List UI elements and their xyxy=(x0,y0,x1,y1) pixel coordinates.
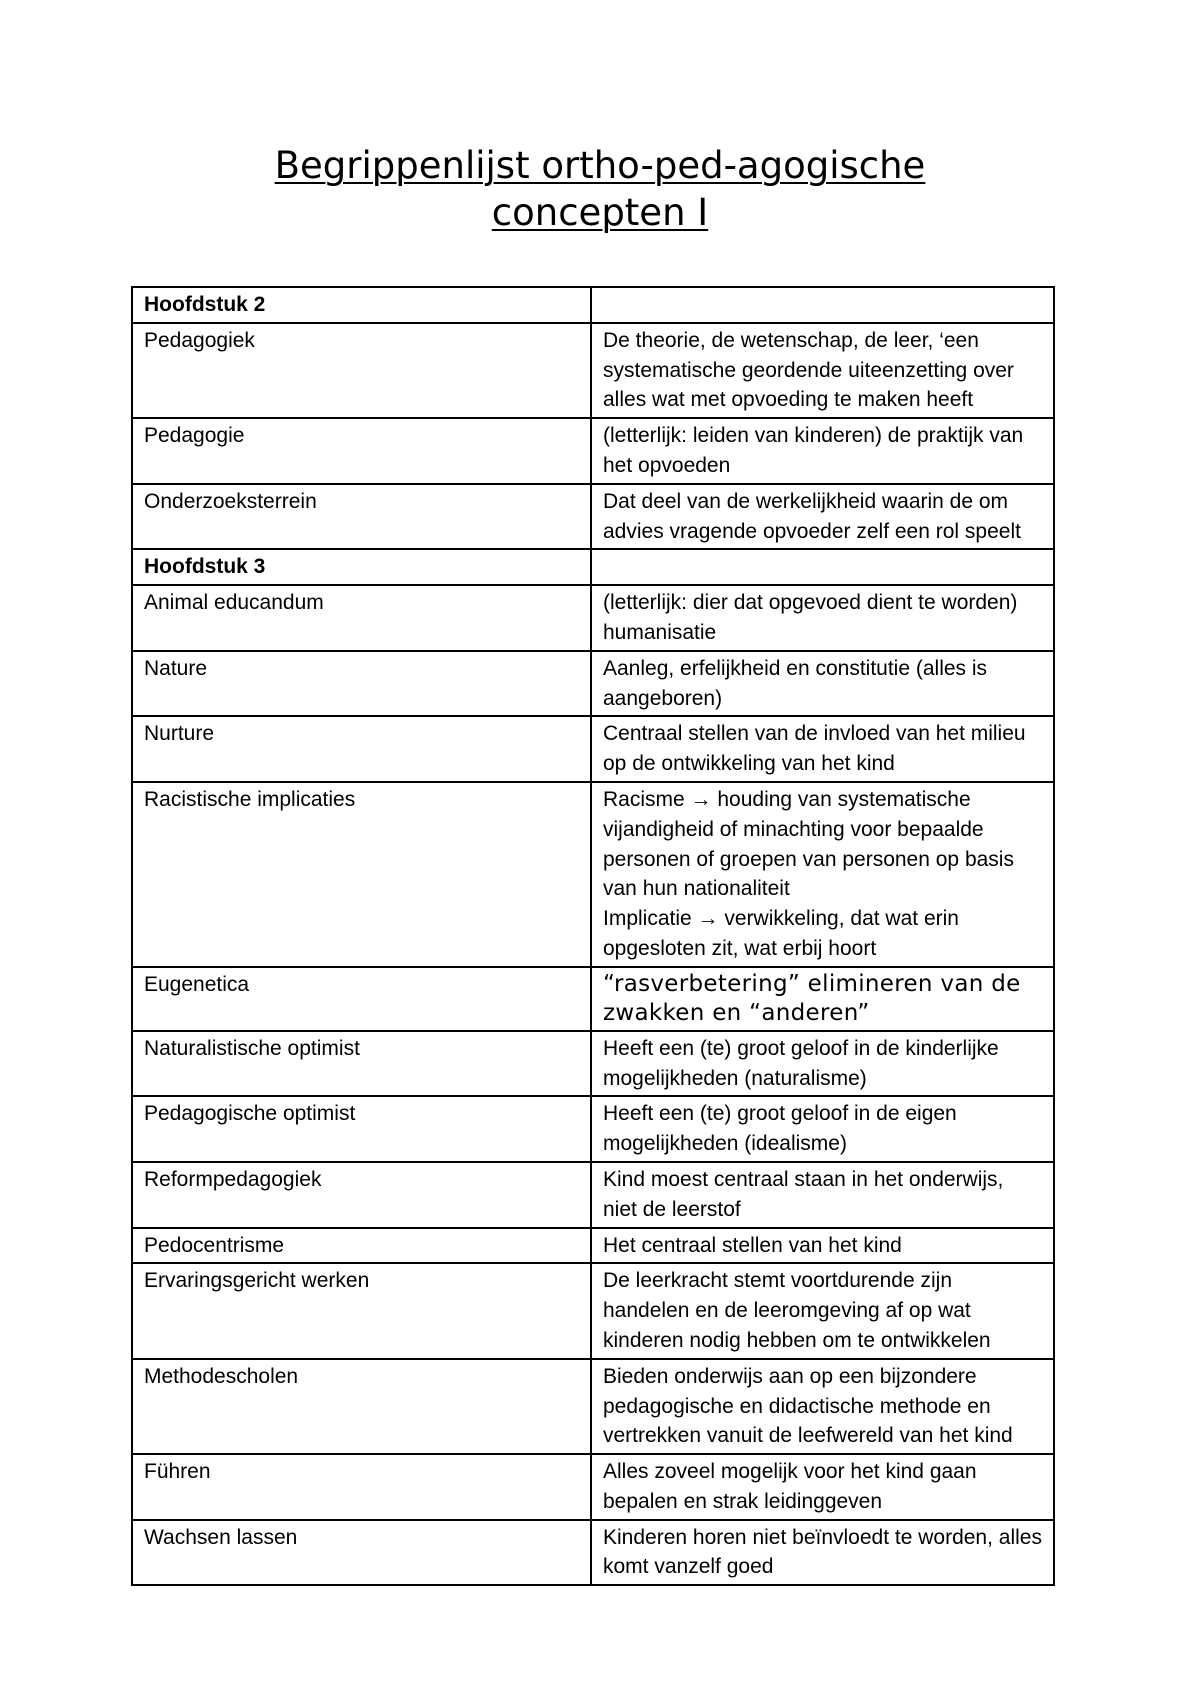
term-cell: Pedagogie xyxy=(132,418,591,484)
definition-cell: “rasverbetering” elimineren van de zwakken en “anderen” xyxy=(591,967,1054,1031)
term-cell: Animal educandum xyxy=(132,585,591,651)
definition-cell: De theorie, de wetenschap, de leer, ‘een systematische geordende uiteenzetting over alles wat met opvoeding te maken heeft xyxy=(591,323,1054,418)
term-cell: Onderzoeksterrein xyxy=(132,484,591,550)
term-cell: Pedagogiek xyxy=(132,323,591,418)
glossary-table-container xyxy=(131,286,1053,1586)
table-row xyxy=(132,651,1054,717)
table-row xyxy=(132,967,1054,1031)
table-row xyxy=(132,1031,1054,1097)
table-row xyxy=(132,1520,1054,1586)
term-cell: Nurture xyxy=(132,716,591,782)
definition-cell: De leerkracht stemt voortdurende zijn handelen en de leeromgeving af op wat kinderen nodig hebben om te ontwikkelen xyxy=(591,1263,1054,1358)
definition-implicatie: Implicatie → verwikkeling, dat wat erin opgesloten zit, wat erbij hoort xyxy=(603,907,959,960)
empty-cell xyxy=(591,549,1054,585)
empty-cell xyxy=(591,287,1054,323)
definition-cell: Alles zoveel mogelijk voor het kind gaan bepalen en strak leidinggeven xyxy=(591,1454,1054,1520)
page-title xyxy=(0,142,1200,236)
table-row xyxy=(132,782,1054,967)
term-cell: Pedagogische optimist xyxy=(132,1096,591,1162)
term-cell: Racistische implicaties xyxy=(132,782,591,967)
definition-cell: Centraal stellen van de invloed van het milieu op de ontwikkeling van het kind xyxy=(591,716,1054,782)
table-row xyxy=(132,1162,1054,1228)
table-row xyxy=(132,1263,1054,1358)
table-row xyxy=(132,323,1054,418)
chapter-heading-cell: Hoofdstuk 2 xyxy=(132,287,591,323)
definition-cell: Kind moest centraal staan in het onderwijs, niet de leerstof xyxy=(591,1162,1054,1228)
term-cell: Reformpedagogiek xyxy=(132,1162,591,1228)
term-cell: Pedocentrisme xyxy=(132,1228,591,1264)
table-row xyxy=(132,549,1054,585)
table-row xyxy=(132,1228,1054,1264)
definition-cell: Het centraal stellen van het kind xyxy=(591,1228,1054,1264)
table-row xyxy=(132,287,1054,323)
term-cell: Ervaringsgericht werken xyxy=(132,1263,591,1358)
definition-cell xyxy=(591,782,1054,967)
term-cell: Naturalistische optimist xyxy=(132,1031,591,1097)
term-cell: Führen xyxy=(132,1454,591,1520)
definition-cell: (letterlijk: leiden van kinderen) de praktijk van het opvoeden xyxy=(591,418,1054,484)
chapter-heading-cell: Hoofdstuk 3 xyxy=(132,549,591,585)
term-cell: Wachsen lassen xyxy=(132,1520,591,1586)
definition-cell: (letterlijk: dier dat opgevoed dient te worden) humanisatie xyxy=(591,585,1054,651)
term-cell: Nature xyxy=(132,651,591,717)
definition-cell: Dat deel van de werkelijkheid waarin de om advies vragende opvoeder zelf een rol speelt xyxy=(591,484,1054,550)
table-row xyxy=(132,1359,1054,1454)
definition-racisme: Racisme → houding van systematische vijandigheid of minachting voor bepaalde personen of groepen van personen op basis van hun nationaliteit xyxy=(603,787,1014,901)
term-cell: Eugenetica xyxy=(132,967,591,1031)
page-title-line-2: concepten I xyxy=(491,191,709,234)
definition-cell: Heeft een (te) groot geloof in de eigen mogelijkheden (idealisme) xyxy=(591,1096,1054,1162)
table-row xyxy=(132,585,1054,651)
table-row xyxy=(132,418,1054,484)
table-row xyxy=(132,1454,1054,1520)
term-cell: Methodescholen xyxy=(132,1359,591,1454)
page-title-line-1: Begrippenlijst ortho-ped-agogische xyxy=(274,144,926,187)
glossary-table xyxy=(131,286,1055,1586)
definition-cell: Aanleg, erfelijkheid en constitutie (alles is aangeboren) xyxy=(591,651,1054,717)
definition-cell: Heeft een (te) groot geloof in de kinderlijke mogelijkheden (naturalisme) xyxy=(591,1031,1054,1097)
definition-cell: Bieden onderwijs aan op een bijzondere pedagogische en didactische methode en vertrekken vanuit de leefwereld van het kind xyxy=(591,1359,1054,1454)
table-row xyxy=(132,716,1054,782)
table-row xyxy=(132,484,1054,550)
definition-cell: Kinderen horen niet beïnvloedt te worden, alles komt vanzelf goed xyxy=(591,1520,1054,1586)
table-row xyxy=(132,1096,1054,1162)
